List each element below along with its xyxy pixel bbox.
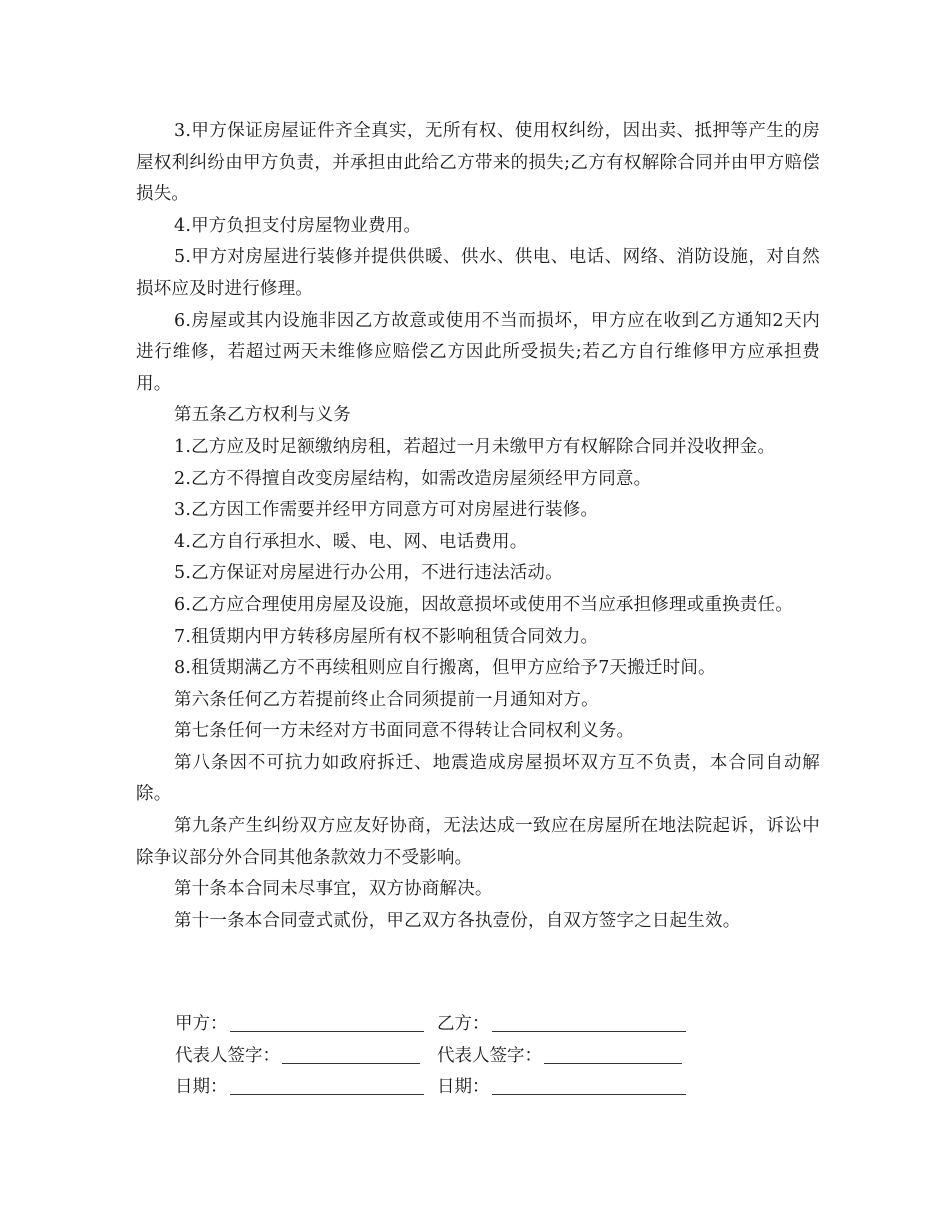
date-row — [175, 1072, 686, 1104]
date-b-field — [437, 1072, 686, 1104]
clause-5-item-1: 1.乙方应及时足额缴纳房租，若超过一月未缴甲方有权解除合同并没收押金。 — [174, 436, 776, 457]
clause-5-item-4: 4.乙方自行承担水、暖、电、网、电话费用。 — [174, 531, 528, 552]
rep-b-field — [437, 1041, 682, 1073]
date-a-blank — [230, 1080, 424, 1095]
representative-row — [175, 1041, 686, 1073]
rep-a-field — [175, 1041, 437, 1073]
party-b-field — [437, 1009, 686, 1041]
clause-4-item-4: 4.甲方负担支付房屋物业费用。 — [174, 215, 422, 236]
clause-8: 第八条因不可抗力如政府拆迁、地震造成房屋损坏双方互不负责，本合同自动解除。 — [136, 752, 820, 805]
signature-block — [175, 1009, 686, 1104]
clause-9: 第九条产生纠纷双方应友好协商，无法达成一致应在房屋所在地法院起诉，诉讼中除争议部分外合同其他条款效力不受影响。 — [136, 816, 820, 868]
date-b-blank — [492, 1080, 686, 1095]
party-row — [175, 1009, 686, 1041]
clause-5-heading: 第五条乙方权利与义务 — [174, 405, 351, 426]
rep-a-label: 代表人签字： — [175, 1045, 280, 1066]
clause-11: 第十一条本合同壹式贰份，甲乙双方各执壹份，自双方签字之日起生效。 — [174, 910, 741, 931]
clause-5-item-2: 2.乙方不得擅自改变房屋结构，如需改造房屋须经甲方同意。 — [174, 468, 652, 489]
date-b-label: 日期： — [437, 1077, 490, 1098]
rep-b-label: 代表人签字： — [437, 1045, 542, 1066]
party-a-blank — [230, 1017, 424, 1032]
date-a-label: 日期： — [175, 1077, 228, 1098]
clause-10: 第十条本合同未尽事宜，双方协商解决。 — [174, 879, 493, 900]
contract-body — [136, 116, 820, 937]
clause-6: 第六条任何乙方若提前终止合同须提前一月通知对方。 — [174, 689, 599, 710]
clause-5-item-8: 8.租赁期满乙方不再续租则应自行搬离，但甲方应给予7天搬迁时间。 — [174, 658, 716, 679]
party-b-label: 乙方： — [437, 1014, 490, 1034]
rep-b-blank — [544, 1049, 682, 1064]
date-a-field — [175, 1072, 437, 1104]
clause-4-item-6: 6.房屋或其内设施非因乙方故意或使用不当而损坏，甲方应在收到乙方通知2天内进行维修，若超过两天未维修应赔偿乙方因此所受损失;若乙方自行维修甲方应承担费用。 — [136, 310, 820, 394]
clause-4-item-5: 5.甲方对房屋进行装修并提供供暖、供水、供电、电话、网络、消防设施，对自然损坏应及时进行修理。 — [136, 247, 820, 299]
clause-5-item-6: 6.乙方应合理使用房屋及设施，因故意损坏或使用不当应承担修理或重换责任。 — [174, 594, 793, 615]
party-b-blank — [492, 1017, 686, 1032]
clause-5-item-5: 5.乙方保证对房屋进行办公用，不进行违法活动。 — [174, 563, 563, 584]
clause-4-item-3: 3.甲方保证房屋证件齐全真实，无所有权、使用权纠纷，因出卖、抵押等产生的房屋权利纠纷由甲方负责，并承担由此给乙方带来的损失;乙方有权解除合同并由甲方赔偿损失。 — [136, 121, 820, 205]
party-a-field — [175, 1009, 437, 1041]
clause-5-item-3: 3.乙方因工作需要并经甲方同意方可对房屋进行装修。 — [174, 500, 599, 521]
clause-7: 第七条任何一方未经对方书面同意不得转让合同权利义务。 — [174, 721, 635, 742]
party-a-label: 甲方： — [175, 1014, 228, 1034]
clause-5-item-7: 7.租赁期内甲方转移房屋所有权不影响租赁合同效力。 — [174, 626, 599, 647]
rep-a-blank — [282, 1049, 420, 1064]
